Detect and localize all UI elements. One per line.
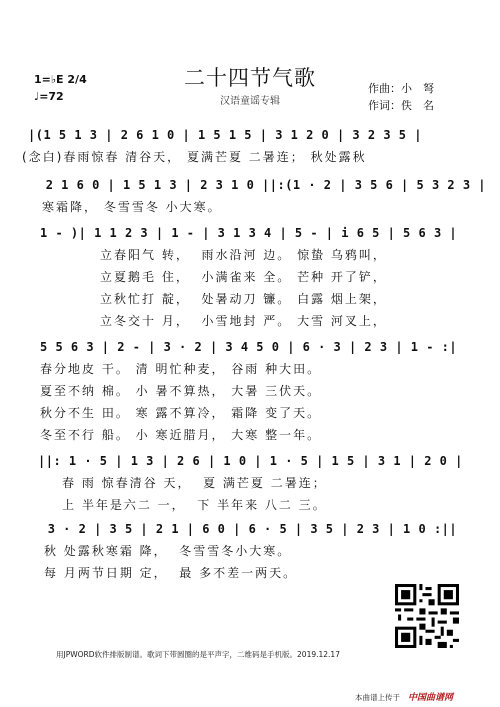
lyric-line-3-3: 立秋忙打 靛， 处暑动刀 镰。 白露 烟上架， (100, 292, 387, 306)
notation-line-1: |(1 5 1 3 | 2 6 1 0 | 1 5 1 5 | 3 1 2 0 | 3 2 3 5 | (28, 128, 422, 142)
lyric-line-1-1: (念白)春雨惊春 清谷天， 夏满芒夏 二暑连； 秋处露秋 (22, 150, 367, 164)
tempo-marking: ♩=72 (34, 90, 64, 103)
lyric-line-4-4: 冬至不行 船。 小 寒近腊月， 大寒 整一年。 (40, 428, 322, 442)
notation-line-3: 1 - )| 1 1 2 3 | 1 - | 3 1 3 4 | 5 - | i 6 5 | 5 6 3 | (40, 226, 458, 240)
lyric-line-5-2: 上 半年是六二 一， 下 半年来 八二 三。 (62, 498, 327, 512)
lyric-line-5-1: 春 雨 惊春清谷 天， 夏 满芒夏 二暑连； (62, 476, 327, 490)
lyric-line-4-3: 秋分不生 田。 寒 露不算冷， 霜降 变了天。 (40, 406, 322, 420)
site-logo: 中国曲谱网 (408, 693, 454, 703)
lyric-line-6-2: 每 月两节日期 定， 最 多不差一两天。 (44, 566, 298, 580)
upload-note: 本曲谱上传于 (355, 693, 400, 702)
qr-code-image (395, 584, 459, 648)
song-title: 二十四节气歌 (184, 66, 316, 90)
notation-line-5: ||: 1 · 5 | 1 3 | 2 6 | 1 0 | 1 · 5 | 1 5 | 3 1 | 2 0 | (38, 454, 463, 468)
lyric-line-6-1: 秋 处露秋寒霜 降， 冬雪雪冬小大寒。 (44, 544, 292, 558)
footer-note: 用JPWORD软件排版制谱。歌词下带圆圈的是平声字，二维码是手机版。2019.12.17 (56, 650, 340, 659)
lyric-line-4-2: 夏至不纳 棉。 小 暑不算热， 大暑 三伏天。 (40, 384, 322, 398)
album-subtitle: 汉语童谣专辑 (220, 96, 280, 107)
lyric-line-4-1: 春分地皮 干。 清 明忙种麦， 谷雨 种大田。 (40, 362, 322, 376)
lyric-line-3-2: 立夏鹅毛 住， 小满雀来 全。 芒种 开了铲， (100, 270, 387, 284)
lyricist-credit: 作词：佚 名 (368, 99, 434, 112)
lyric-line-3-1: 立春阳气 转， 雨水沿河 边。 惊蛰 乌鸦叫， (100, 248, 387, 262)
key-signature: 1=♭E 2/4 (34, 73, 87, 86)
composer-credit: 作曲：小 弩 (368, 82, 434, 95)
notation-line-4: 5 5 6 3 | 2 - | 3 · 2 | 3 4 5 0 | 6 · 3 | 2 3 | 1 - :| (40, 340, 458, 354)
notation-line-2: 2 1 6 0 | 1 5 1 3 | 2 3 1 0 ||:(1 · 2 | 3 5 6 | 5 3 2 3 | (38, 178, 487, 192)
lyric-line-3-4: 立冬交十 月， 小雪地封 严。 大雪 河叉上， (100, 314, 387, 328)
lyric-line-2-1: 寒霜降， 冬雪雪冬 小大寒。 (42, 200, 222, 214)
notation-line-6: 3 · 2 | 3 5 | 2 1 | 6 0 | 6 · 5 | 3 5 | 2 3 | 1 0 :|| (40, 522, 458, 536)
